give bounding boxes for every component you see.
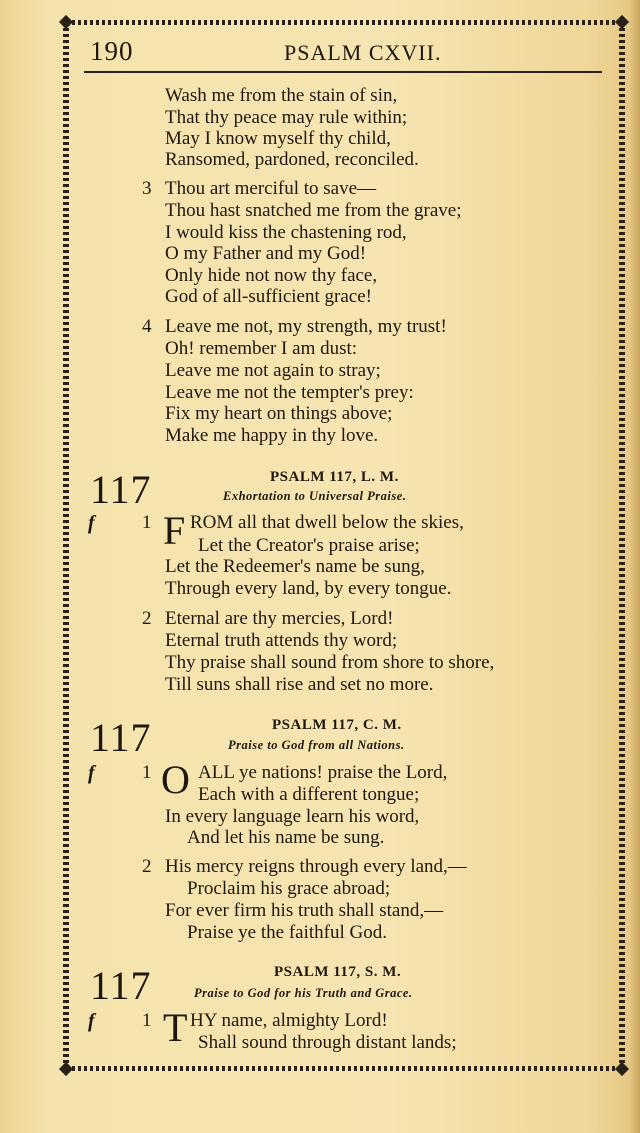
- verse-line: Shall sound through distant lands;: [198, 1032, 457, 1053]
- header-rule: [84, 71, 602, 73]
- verse-line: Oh! remember I am dust:: [165, 338, 358, 359]
- bottom-border: [66, 1066, 622, 1071]
- left-border: [63, 22, 69, 1072]
- page-number: 190: [90, 36, 134, 66]
- psalm-title: PSALM 117, C. M.: [272, 717, 402, 733]
- drop-cap: F: [163, 508, 186, 553]
- hymn-number: 117: [90, 963, 152, 1008]
- verse-line: For ever firm his truth shall stand,—: [165, 900, 444, 921]
- verse-line: May I know myself thy child,: [165, 128, 391, 149]
- top-border: [66, 20, 622, 25]
- verse-line: Proclaim his grace abroad;: [187, 878, 391, 899]
- verse-number: 1: [142, 762, 152, 783]
- verse-line: Eternal are thy mercies, Lord!: [165, 608, 394, 629]
- corner-ornament: [59, 1062, 73, 1076]
- dynamic-marking: f: [88, 762, 95, 784]
- verse-line: Leave me not the tempter's prey:: [165, 382, 414, 403]
- verse-number: 2: [142, 608, 152, 629]
- verse-line: HY name, almighty Lord!: [190, 1010, 388, 1031]
- verse-line: Make me happy in thy love.: [165, 425, 379, 446]
- verse-line: Leave me not, my strength, my trust!: [165, 316, 447, 337]
- verse-number: 3: [142, 178, 152, 199]
- corner-ornament: [615, 1062, 629, 1076]
- verse-line: Praise ye the faithful God.: [187, 922, 387, 943]
- verse-line: Thou art merciful to save—: [165, 178, 377, 199]
- corner-ornament: [59, 15, 73, 29]
- verse-line: O my Father and my God!: [165, 243, 367, 264]
- verse-line: Leave me not again to stray;: [165, 360, 381, 381]
- verse-line: Thou hast snatched me from the grave;: [165, 200, 462, 221]
- verse-line: In every language learn his word,: [165, 806, 420, 827]
- psalm-subtitle: Praise to God from all Nations.: [228, 738, 405, 752]
- verse-number: 1: [142, 512, 152, 533]
- psalm-subtitle: Exhortation to Universal Praise.: [223, 489, 407, 503]
- drop-cap: O: [161, 757, 190, 802]
- page-edge-shadow: [628, 0, 640, 1133]
- verse-line: Through every land, by every tongue.: [165, 578, 452, 599]
- verse-line: Let the Redeemer's name be sung,: [165, 556, 425, 577]
- psalm-title: PSALM 117, L. M.: [270, 469, 399, 485]
- verse-line: ROM all that dwell below the skies,: [190, 512, 464, 533]
- psalm-subtitle: Praise to God for his Truth and Grace.: [194, 986, 413, 1000]
- verse-line: Ransomed, pardoned, reconciled.: [165, 149, 419, 170]
- verse-line: Only hide not now thy face,: [165, 265, 378, 286]
- verse-line: His mercy reigns through every land,—: [165, 856, 467, 877]
- verse-line: Let the Creator's praise arise;: [198, 535, 420, 556]
- corner-ornament: [615, 15, 629, 29]
- verse-line: I would kiss the chastening rod,: [165, 222, 407, 243]
- verse-line: God of all-sufficient grace!: [165, 286, 372, 307]
- verse-line: Thy praise shall sound from shore to shore,: [165, 652, 495, 673]
- hymn-number: 117: [90, 467, 152, 512]
- verse-line: Eternal truth attends thy word;: [165, 630, 398, 651]
- dynamic-marking: f: [88, 512, 95, 534]
- verse-line: That thy peace may rule within;: [165, 107, 408, 128]
- hymn-number: 117: [90, 715, 152, 760]
- verse-number: 1: [142, 1010, 152, 1031]
- psalm-title: PSALM 117, S. M.: [274, 964, 402, 980]
- drop-cap: T: [163, 1005, 188, 1050]
- verse-line: Till suns shall rise and set no more.: [165, 674, 434, 695]
- dynamic-marking: f: [88, 1010, 95, 1032]
- running-title: PSALM CXVII.: [284, 40, 442, 65]
- verse-line: ALL ye nations! praise the Lord,: [198, 762, 448, 783]
- verse-line: Each with a different tongue;: [198, 784, 420, 805]
- verse-number: 2: [142, 856, 152, 877]
- verse-line: And let his name be sung.: [187, 827, 385, 848]
- verse-line: Wash me from the stain of sin,: [165, 85, 398, 106]
- right-border: [619, 22, 625, 1072]
- verse-number: 4: [142, 316, 152, 337]
- verse-line: Fix my heart on things above;: [165, 403, 393, 424]
